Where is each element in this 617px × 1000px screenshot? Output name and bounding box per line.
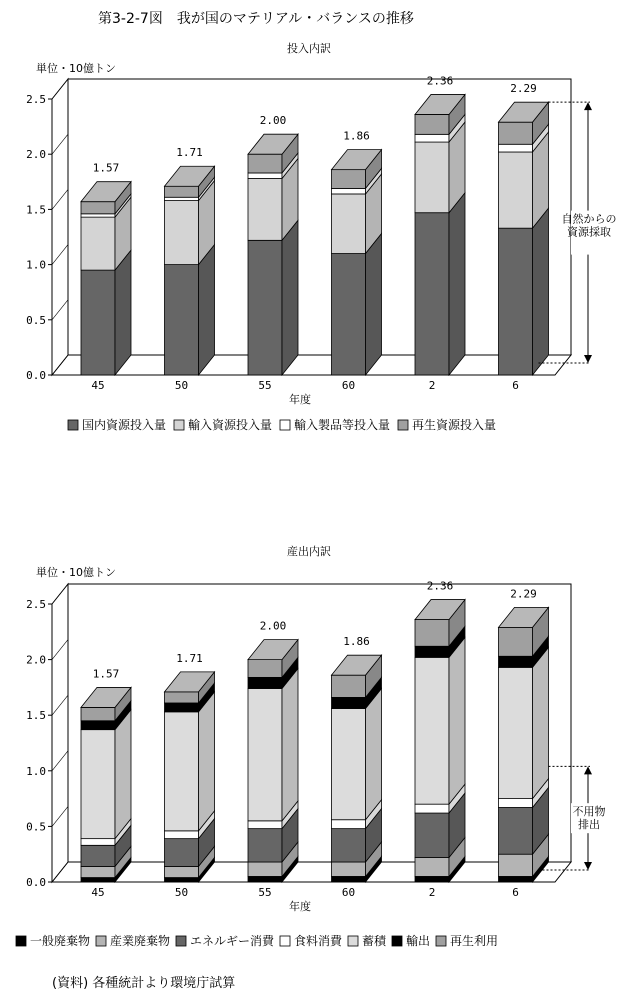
x-tick-label: 55 <box>258 379 272 392</box>
bar-segment-6 <box>499 627 533 656</box>
x-tick-label: 50 <box>174 886 189 899</box>
bar-segment-2 <box>81 845 115 866</box>
annotation-line: 排出 <box>578 818 600 832</box>
legend-swatch <box>68 420 78 430</box>
left-wall <box>52 79 68 375</box>
y-tick-label: 0.0 <box>26 876 46 889</box>
bar-side-0 <box>533 208 549 375</box>
bar-segment-4 <box>165 712 199 831</box>
legend-label: 蓄積 <box>362 934 387 948</box>
bar-segment-0 <box>415 876 449 882</box>
annotation-text <box>562 213 617 239</box>
legend-label: エネルギー消費 <box>190 934 275 948</box>
annotation-arrow-up <box>584 766 592 774</box>
bar-total-label: 1.57 <box>92 667 120 681</box>
bar-side-0 <box>115 250 131 375</box>
bar-segment-2 <box>332 188 366 194</box>
bar-segment-5 <box>165 703 199 712</box>
x-tick-label: 2 <box>428 886 436 899</box>
bar-segment-1 <box>415 858 449 877</box>
bar-segment-0 <box>499 228 533 375</box>
bar-segment-2 <box>165 839 199 867</box>
bar-segment-6 <box>332 675 366 697</box>
bar-segment-1 <box>248 178 282 240</box>
bar-segment-6 <box>165 692 199 703</box>
x-tick-label: 60 <box>341 379 356 392</box>
bar-segment-5 <box>248 677 282 688</box>
bar-side-0 <box>282 220 298 375</box>
bar-group-45 <box>81 182 131 375</box>
y-tick-label: 2.5 <box>26 93 46 106</box>
bar-total-label: 1.71 <box>176 651 203 665</box>
legend-label: 一般廃棄物 <box>30 934 91 948</box>
annotation-line: 不用物 <box>572 805 606 819</box>
bar-segment-4 <box>499 667 533 798</box>
bar-segment-4 <box>415 657 449 804</box>
legend-swatch <box>280 420 290 430</box>
y-tick-label: 1.5 <box>26 709 46 723</box>
y-tick-label: 0.5 <box>26 313 46 327</box>
legend-swatch <box>392 936 402 946</box>
legend-swatch <box>348 936 358 946</box>
bar-segment-3 <box>332 170 366 189</box>
source-note: (資料) 各種統計より環境庁試算 <box>52 976 236 991</box>
output-breakdown-chart <box>0 500 617 980</box>
bar-group-2 <box>415 600 465 882</box>
bar-segment-2 <box>332 829 366 862</box>
bar-total-label: 2.29 <box>510 82 537 96</box>
bar-segment-3 <box>332 820 366 829</box>
bar-segment-2 <box>81 214 115 217</box>
bar-side-4 <box>199 692 215 831</box>
legend-swatch <box>398 420 408 430</box>
x-tick-label: 6 <box>512 886 519 899</box>
bar-segment-1 <box>499 152 533 228</box>
bar-segment-4 <box>248 689 282 821</box>
bar-group-60 <box>332 655 382 882</box>
input-breakdown-chart <box>0 0 617 470</box>
annotation-arrow-up <box>584 102 592 110</box>
bar-segment-6 <box>81 707 115 720</box>
bar-segment-3 <box>248 821 282 829</box>
legend-swatch <box>174 420 184 430</box>
legend-swatch <box>96 936 106 946</box>
bar-segment-0 <box>81 270 115 375</box>
bar-side-4 <box>282 669 298 821</box>
bar-total-label: 1.71 <box>176 146 203 160</box>
bar-segment-5 <box>81 721 115 730</box>
bar-segment-0 <box>165 878 199 882</box>
bar-side-0 <box>449 193 465 375</box>
bar-segment-0 <box>415 213 449 375</box>
y-tick-label: 0.5 <box>26 820 46 834</box>
bar-segment-5 <box>499 656 533 667</box>
legend-swatch <box>176 936 186 946</box>
bar-segment-2 <box>248 173 282 179</box>
legend-swatch <box>16 936 26 946</box>
y-tick-label: 1.0 <box>26 764 46 778</box>
x-tick-label: 55 <box>258 886 272 899</box>
y-tick-label: 2.0 <box>26 653 46 667</box>
bar-group-55 <box>248 640 298 882</box>
x-tick-label: 60 <box>341 886 356 899</box>
bar-segment-2 <box>499 807 533 854</box>
bar-side-4 <box>115 710 131 839</box>
legend-label: 輸入資源投入量 <box>188 418 273 432</box>
legend-label: 輸入製品等投入量 <box>294 418 391 432</box>
legend-label: 国内資源投入量 <box>82 418 167 432</box>
annotation-line: 資源採取 <box>567 225 611 239</box>
bar-total-label: 2.36 <box>426 579 454 593</box>
bar-segment-1 <box>165 866 199 877</box>
bar-total-label: 1.86 <box>343 129 370 143</box>
bar-segment-0 <box>248 876 282 882</box>
bar-segment-1 <box>415 142 449 213</box>
bar-segment-0 <box>332 254 366 375</box>
bar-segment-5 <box>415 646 449 657</box>
y-tick-label: 2.0 <box>26 148 46 162</box>
bar-group-6 <box>499 607 549 882</box>
bar-segment-3 <box>165 186 199 197</box>
floor <box>52 355 571 375</box>
bar-segment-5 <box>332 697 366 708</box>
bar-group-50 <box>165 672 215 882</box>
bar-segment-3 <box>499 122 533 144</box>
bar-segment-1 <box>499 854 533 876</box>
bar-segment-2 <box>165 197 199 200</box>
bar-group-45 <box>81 687 131 882</box>
chart-title: 投入内訳 <box>287 42 331 55</box>
bar-segment-1 <box>81 866 115 877</box>
x-tick-label: 2 <box>428 379 436 392</box>
annotation-arrow-down <box>584 862 592 870</box>
bar-segment-3 <box>499 799 533 808</box>
bar-segment-3 <box>415 114 449 134</box>
bar-side-4 <box>533 647 549 798</box>
bar-group-50 <box>165 166 215 375</box>
bar-segment-2 <box>499 144 533 152</box>
chart-title: 産出内訳 <box>287 545 331 558</box>
figure-title: 第3-2-7図 我が国のマテリアル・バランスの推移 <box>98 11 414 27</box>
x-tick-label: 45 <box>91 886 105 899</box>
bar-group-2 <box>415 94 465 375</box>
bar-segment-0 <box>332 876 366 882</box>
back-wall <box>68 584 571 862</box>
bar-side-4 <box>366 689 382 820</box>
unit-label: 単位・10億トン <box>36 566 116 579</box>
bar-total-label: 2.36 <box>426 74 454 88</box>
legend-label: 産業廃棄物 <box>110 934 171 948</box>
bar-segment-6 <box>248 660 282 678</box>
bar-total-label: 2.29 <box>510 587 537 601</box>
bar-segment-1 <box>81 217 115 270</box>
legend-label: 再生資源投入量 <box>412 418 497 432</box>
bar-segment-3 <box>81 839 115 846</box>
annotation-arrow-down <box>584 355 592 363</box>
bar-total-label: 2.00 <box>259 114 287 128</box>
legend-label: 食料消費 <box>294 934 343 948</box>
bar-segment-3 <box>165 831 199 839</box>
bar-total-label: 1.86 <box>343 635 370 649</box>
legend-label: 輸出 <box>406 934 431 948</box>
y-tick-label: 2.5 <box>26 598 46 611</box>
bar-segment-3 <box>415 804 449 813</box>
x-tick-label: 45 <box>91 379 105 392</box>
bar-segment-1 <box>165 201 199 265</box>
legend-swatch <box>280 936 290 946</box>
y-tick-label: 1.0 <box>26 258 46 272</box>
bar-segment-3 <box>248 154 282 173</box>
x-tick-label: 6 <box>512 379 519 392</box>
bar-segment-1 <box>248 862 282 876</box>
bar-segment-0 <box>81 878 115 882</box>
bar-total-label: 2.00 <box>259 619 287 633</box>
x-axis-title: 年度 <box>289 900 311 913</box>
bar-side-0 <box>199 245 215 375</box>
bar-group-55 <box>248 134 298 375</box>
bar-side-0 <box>366 234 382 375</box>
bar-total-label: 1.57 <box>92 161 120 175</box>
bar-segment-1 <box>332 194 366 254</box>
legend-label: 再生利用 <box>450 934 499 948</box>
bar-segment-2 <box>415 813 449 857</box>
annotation-line: 自然からの <box>561 212 617 226</box>
y-tick-label: 0.0 <box>26 369 46 382</box>
bar-group-60 <box>332 150 382 375</box>
bar-segment-2 <box>415 134 449 142</box>
y-tick-label: 1.5 <box>26 203 46 217</box>
back-wall <box>68 79 571 355</box>
bar-segment-2 <box>248 829 282 862</box>
bar-segment-4 <box>81 730 115 839</box>
x-axis-title: 年度 <box>289 393 311 406</box>
legend-swatch <box>436 936 446 946</box>
bar-segment-4 <box>332 709 366 820</box>
unit-label: 単位・10億トン <box>36 62 116 75</box>
bar-segment-6 <box>415 620 449 647</box>
bar-segment-0 <box>248 240 282 375</box>
floor <box>52 862 571 882</box>
bar-side-4 <box>449 637 465 804</box>
bar-segment-1 <box>332 862 366 876</box>
bar-segment-0 <box>499 876 533 882</box>
bar-segment-3 <box>81 202 115 214</box>
bar-group-6 <box>499 102 549 375</box>
x-tick-label: 50 <box>174 379 189 392</box>
left-wall <box>52 584 68 882</box>
bar-segment-0 <box>165 265 199 375</box>
